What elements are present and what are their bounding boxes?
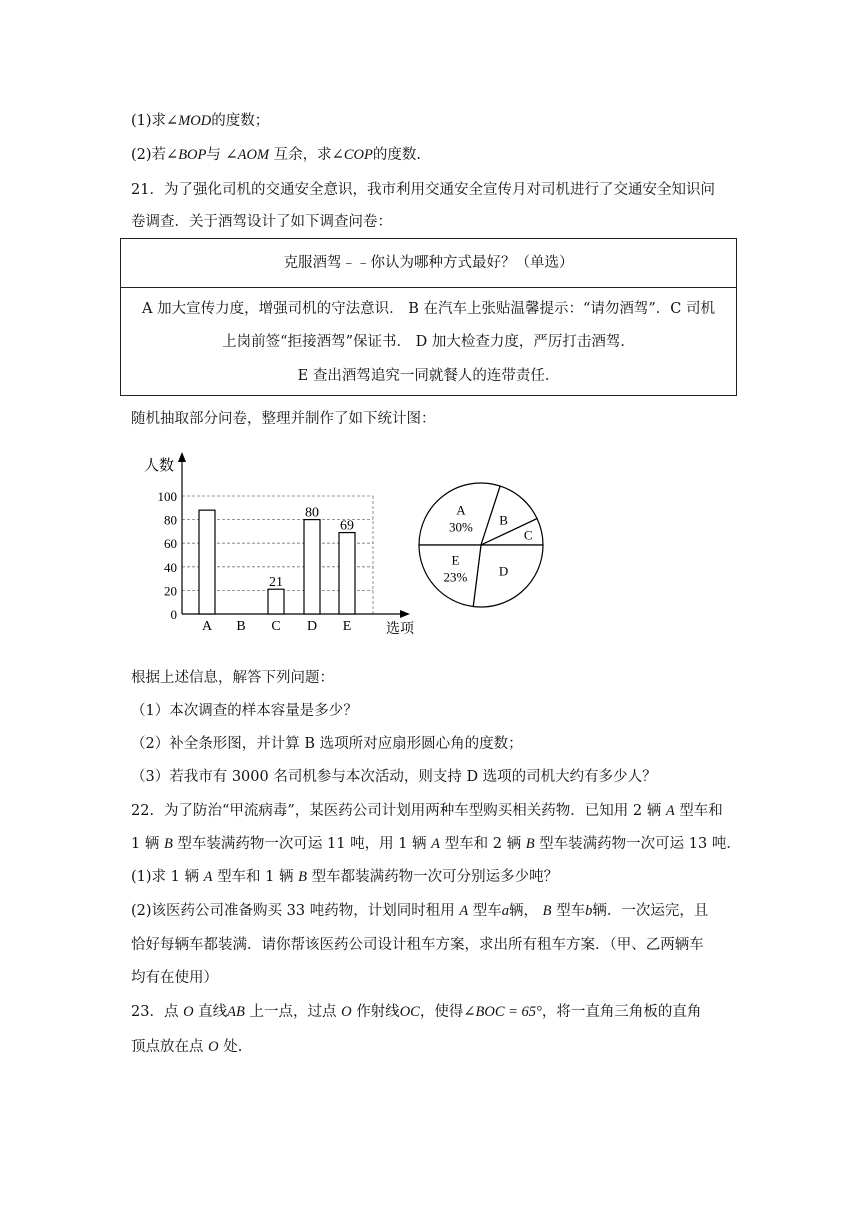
y-tick-label: 100 — [157, 489, 177, 504]
q22-line1: 22．为了防治“甲流病毒”，某医药公司计划用两种车型购买相关药物．已知用 2 辆 A 型车和 — [131, 803, 723, 819]
q21-sub2: （2）补全条形图，并计算 B 选项所对应扇形圆心角的度数； — [131, 736, 523, 752]
q22-line6: 均有在使用） — [131, 970, 218, 986]
q22-line2: 1 辆 B 型车装满药物一次可运 11 吨，用 1 辆 A 型车和 2 辆 B 型车装满药物一次可运 13 吨． — [131, 836, 741, 852]
pie-label: D — [498, 563, 509, 579]
q22-line5: 恰好每辆车都装满．请你帮该医药公司设计租车方案，求出所有租车方案．（甲、乙两辆车 — [131, 937, 704, 953]
y-axis-label: 人数 — [144, 458, 175, 474]
x-tick-label: C — [271, 619, 281, 634]
x-tick-label: B — [236, 619, 246, 634]
bar-d — [304, 520, 320, 614]
questionnaire-title: 克服酒驾﹣﹣你认为哪种方式最好？（单选） — [283, 255, 574, 271]
pie-label: E — [451, 552, 460, 568]
y-tick-label: 80 — [164, 512, 177, 528]
x-axis-arrow — [400, 610, 410, 618]
data-label: 21 — [269, 575, 283, 591]
questionnaire-option-line3: E 查出酒驾追究一同就餐人的连带责任． — [297, 368, 560, 384]
bar-c — [268, 589, 284, 614]
pie-label: B — [499, 512, 508, 528]
data-label: 80 — [305, 505, 319, 521]
pie-percent-label: 23% — [443, 569, 468, 585]
y-axis-arrow — [178, 452, 186, 462]
q21-chart-intro: 随机抽取部分问卷，整理并制作了如下统计图： — [131, 411, 436, 427]
pie-percent-label: 30% — [449, 519, 473, 535]
pie-label: C — [523, 527, 533, 543]
bar-e — [339, 533, 355, 614]
q21-sub1: （1）本次调查的样本容量是多少？ — [131, 703, 358, 719]
pie-chart — [416, 466, 546, 616]
q23-line2: 顶点放在点 O 处. — [131, 1039, 243, 1055]
q21-followup: 根据上述信息，解答下列问题： — [131, 670, 334, 686]
q21-intro-line1: 21．为了强化司机的交通安全意识，我市利用交通安全宣传月对司机进行了交通安全知识问 — [131, 182, 715, 198]
q20-part2: (2)若∠BOP与 ∠AOM 互余，求∠COP的度数. — [131, 147, 421, 163]
x-tick-label: D — [306, 619, 318, 634]
x-axis-label: 选项 — [386, 622, 414, 637]
bar-a — [199, 510, 215, 614]
questionnaire-box — [120, 238, 737, 396]
y-tick-label: 60 — [164, 536, 177, 552]
x-tick-label: A — [201, 619, 213, 634]
x-tick-label: E — [342, 619, 352, 634]
y-tick-label: 40 — [164, 559, 177, 575]
bar-chart — [120, 440, 420, 640]
q23-line1: 23．点 O 直线AB 上一点，过点 O 作射线OC，使得∠BOC = 65°，将一直角三角板的直角 — [131, 1004, 702, 1020]
pie-label: A — [456, 502, 466, 518]
q21-intro-line2: 卷调查．关于酒驾设计了如下调查问卷： — [131, 214, 392, 230]
y-tick-label: 20 — [164, 583, 177, 599]
q21-sub3: （3）若我市有 3000 名司机参与本次活动，则支持 D 选项的司机大约有多少人？ — [131, 769, 657, 785]
y-tick-label: 0 — [170, 607, 177, 622]
q22-part2: (2)该医药公司准备购买 33 吨药物，计划同时租用 A 型车a辆， B 型车b辆．一次运完，且 — [131, 903, 709, 919]
questionnaire-option-line2: 上岗前签“拒接酒驾”保证书． D 加大检查力度，严厉打击酒驾． — [222, 334, 635, 350]
questionnaire-title-row — [121, 239, 736, 288]
q22-part1: (1)求 1 辆 A 型车和 1 辆 B 型车都装满药物一次可分别运多少吨？ — [131, 869, 559, 885]
data-label: 69 — [340, 518, 354, 534]
questionnaire-option-line1: A 加大宣传力度，增强司机的守法意识． B 在汽车上张贴温馨提示：“请勿酒驾”．C 司机 — [142, 301, 715, 317]
q20-part1: (1)求∠MOD的度数； — [131, 113, 270, 129]
